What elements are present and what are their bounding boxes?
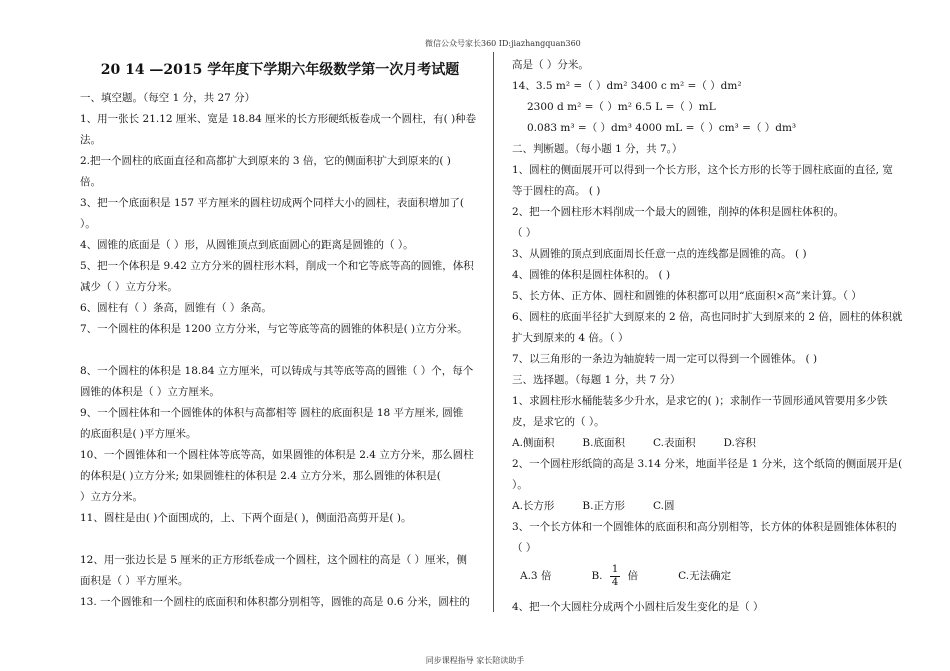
choice-2-options bbox=[512, 496, 912, 517]
judge-1-line-2: 等于圆柱的高。 ( ) bbox=[512, 185, 601, 197]
question-8-line-1: 8、一个圆柱的体积是 18.84 立方厘米，可以铸成与其等底等高的圆锥（ ）个，每个 bbox=[80, 365, 474, 377]
question-10-line-2: 的体积是( )立方分米; 如果圆锥柱的体积是 2.4 立方分米，那么圆锥的体积是( bbox=[80, 470, 441, 482]
question-13-line-2: 高是（ ）分米。 bbox=[512, 59, 589, 71]
choice-3-line-1: 3、一个长方体和一个圆锥体的底面积和高分别相等，长方体的体积是圆锥体体积的 bbox=[512, 521, 897, 533]
choice-4: 4、把一个大圆柱分成两个小圆柱后发生变化的是（ ） bbox=[512, 601, 764, 613]
section-choice-title: 三、选择题。（每题 1 分，共 7 分） bbox=[512, 374, 681, 386]
judge-4: 4、圆锥的体积是圆柱体积的。 ( ) bbox=[512, 269, 671, 281]
choice-3-line-2: （ ） bbox=[512, 542, 537, 554]
question-12-line-1: 12、用一张边长是 5 厘米的正方形纸卷成一个圆柱，这个圆柱的高是（ ）厘米，侧 bbox=[80, 554, 468, 566]
section-fill-title: 一、填空题。（每空 1 分，共 27 分） bbox=[80, 92, 256, 104]
choice-1-option-b: B.底面积 bbox=[582, 437, 625, 449]
judge-5: 5、长方体、正方体、圆柱和圆锥的体积都可以用“底面积×高”来计算。（ ） bbox=[512, 290, 862, 302]
choice-1-option-d: D.容积 bbox=[723, 437, 756, 449]
question-11: 11、圆柱是由( )个面围成的，上、下两个面是( )，侧面沿高剪开是( )。 bbox=[80, 512, 412, 524]
column-divider bbox=[493, 52, 494, 612]
question-7: 7、一个圆柱的体积是 1200 立方分米，与它等底等高的圆锥的体积是( )立方分米。 bbox=[80, 323, 468, 335]
question-5-line-2: 减少（ ）立方分米。 bbox=[80, 281, 178, 293]
question-12-line-2: 面积是（ ）平方厘米。 bbox=[80, 575, 189, 587]
judge-6-line-2: 扩大到原来的 4 倍。（ ） bbox=[512, 332, 629, 344]
choice-1-options bbox=[512, 433, 912, 454]
judge-7: 7、以三角形的一条边为轴旋转一周一定可以得到一个圆锥体。 ( ) bbox=[512, 353, 818, 365]
choice-2-option-a: A.长方形 bbox=[512, 500, 555, 512]
choice-3-option-a: A.3 倍 bbox=[520, 570, 552, 582]
page-header: 微信公众号家长360 ID:jiazhangquan360 bbox=[425, 39, 581, 48]
question-14-line-1: 14、3.5 m² =（ ）dm² 3400 c m² =（ ）dm² bbox=[512, 80, 742, 92]
choice-2-line-2: ）。 bbox=[512, 479, 528, 491]
choice-2-option-b: B.正方形 bbox=[582, 500, 625, 512]
question-1-line-2: 法。 bbox=[80, 134, 101, 146]
choice-1-option-a: A.侧面积 bbox=[512, 437, 555, 449]
judge-3: 3、从圆锥的顶点到底面周长任意一点的连线都是圆锥的高。 ( ) bbox=[512, 248, 807, 260]
fraction-denominator: 4 bbox=[611, 576, 619, 588]
fraction-one-quarter bbox=[610, 564, 620, 589]
question-4: 4、圆锥的底面是（ ）形，从圆锥顶点到底面圆心的距离是圆锥的（ ）。 bbox=[80, 239, 414, 251]
page-footer: 同步课程指导 家长陪读助手 bbox=[425, 656, 525, 665]
question-14-line-3: 0.083 m³ =（ ）dm³ 4000 mL =（ ）cm³ =（ ）dm³ bbox=[527, 122, 797, 134]
choice-3-option-b-label: B. bbox=[591, 570, 603, 582]
exam-title: 20 14 —2015 学年度下学期六年级数学第一次月考试题 bbox=[100, 62, 460, 78]
choice-3-options bbox=[512, 559, 912, 593]
choice-1-line-1: 1、求圆柱形水桶能装多少升水，是求它的( )；求制作一节圆形通风管要用多少铁 bbox=[512, 395, 888, 407]
question-9-line-1: 9、一个圆柱体和一个圆锥体的体积与高都相等 圆柱的底面积是 18 平方厘米, 圆锥 bbox=[80, 407, 464, 419]
question-8-line-2: 圆锥的体积是（ ）立方厘米。 bbox=[80, 386, 220, 398]
judge-2-line-2: （ ） bbox=[512, 227, 537, 239]
question-13-line-1: 13. 一个圆锥和一个圆柱的底面积和体积都分别相等，圆锥的高是 0.6 分米，圆柱的 bbox=[80, 596, 470, 608]
choice-3-option-c: C.无法确定 bbox=[678, 570, 732, 582]
question-5-line-1: 5、把一个体积是 9.42 立方分米的圆柱形木料，削成一个和它等底等高的圆锥，体积 bbox=[80, 260, 474, 272]
choice-3-option-b bbox=[591, 559, 638, 593]
question-9-line-2: 的底面积是( )平方厘米。 bbox=[80, 428, 197, 440]
judge-1-line-1: 1、圆柱的侧面展开可以得到一个长方形，这个长方形的长等于圆柱底面的直径, 宽 bbox=[512, 164, 893, 176]
judge-2-line-1: 2、把一个圆柱形木料削成一个最大的圆锥，削掉的体积是圆柱体积的。 bbox=[512, 206, 845, 218]
choice-1-line-2: 皮，是求它的（ ）。 bbox=[512, 416, 605, 428]
choice-2-option-c: C.圆 bbox=[652, 500, 675, 512]
question-14-line-2: 2300 d m² =（ ）m² 6.5 L =（ ）mL bbox=[527, 101, 716, 113]
section-judge-title: 二、判断题。（每小题 1 分，共 7。） bbox=[512, 143, 683, 155]
right-column bbox=[512, 55, 912, 618]
question-2-line-1: 2.把一个圆柱的底面直径和高都扩大到原来的 3 倍，它的侧面积扩大到原来的( ) bbox=[80, 155, 451, 167]
choice-2-line-1: 2、一个圆柱形纸筒的高是 3.14 分米，地面半径是 1 分米，这个纸筒的侧面展开是( bbox=[512, 458, 903, 470]
fraction-numerator: 1 bbox=[611, 563, 619, 575]
question-10-line-1: 10、一个圆锥体和一个圆柱体等底等高，如果圆锥的体积是 2.4 立方分米，那么圆柱 bbox=[80, 449, 474, 461]
question-2-line-2: 倍。 bbox=[80, 176, 101, 188]
question-10-line-3: ）立方分米。 bbox=[80, 491, 143, 503]
judge-6-line-1: 6、圆柱的底面半径扩大到原来的 2 倍，高也同时扩大到原来的 2 倍，圆柱的体积就 bbox=[512, 311, 903, 323]
question-6: 6、圆柱有（ ）条高，圆锥有（ ）条高。 bbox=[80, 302, 272, 314]
choice-1-option-c: C.表面积 bbox=[652, 437, 696, 449]
left-column bbox=[80, 55, 480, 613]
question-3-line-1: 3、把一个底面积是 157 平方厘米的圆柱切成两个同样大小的圆柱，表面积增加了( bbox=[80, 197, 464, 209]
choice-3-option-b-suffix: 倍 bbox=[627, 570, 639, 582]
question-3-line-2: ）。 bbox=[80, 218, 96, 230]
question-1-line-1: 1、用一张长 21.12 厘米、宽是 18.84 厘米的长方形硬纸板卷成一个圆柱，有( )种卷 bbox=[80, 113, 477, 125]
